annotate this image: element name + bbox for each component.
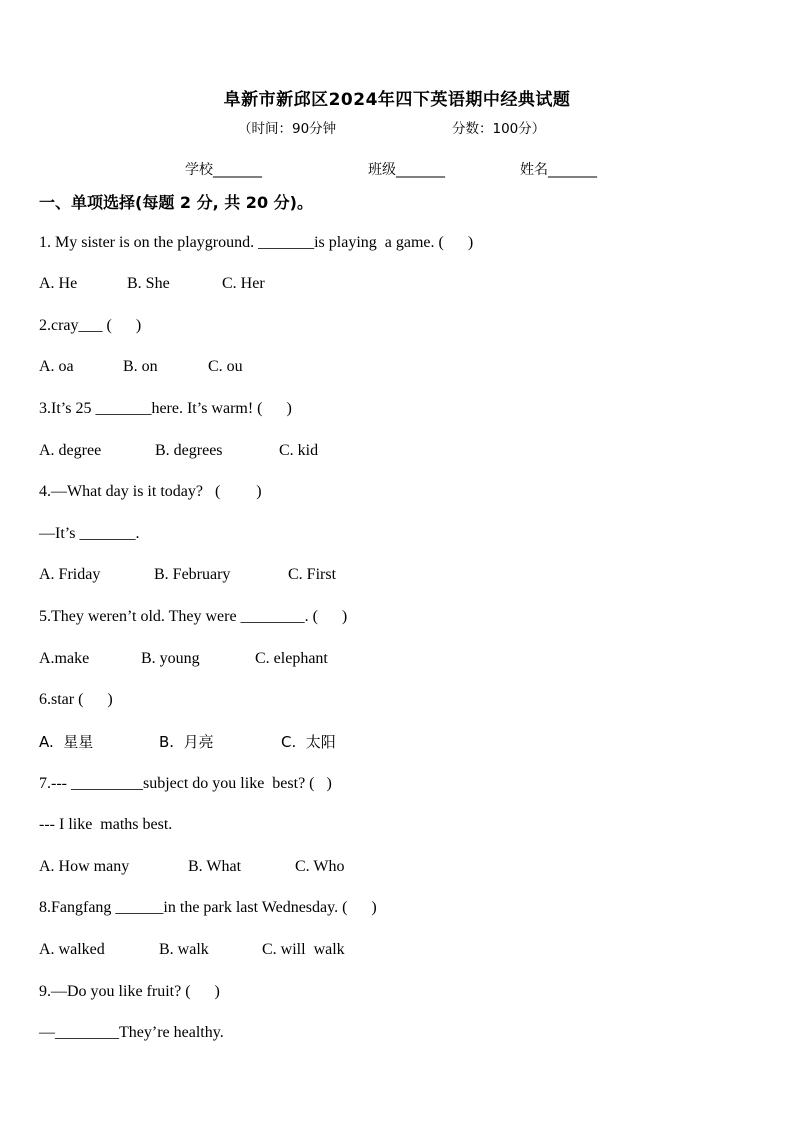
question-5-stem: 5.They weren’t old. They were ________. ( ) [39,608,348,625]
question-6-stem: 6.star ( ) [39,691,113,708]
question-4-option-b: B. February [154,566,231,583]
question-2-option-b: B. on [123,358,158,375]
exam-time: （时间：90分钟 [238,121,337,137]
question-2-option-a: A. oa [39,358,74,375]
question-9-answer-line: —________They’re healthy. [39,1024,224,1041]
question-5-option-c: C. elephant [255,650,328,667]
exam-score: 分数：100分） [452,121,546,137]
question-8-option-b: B. walk [159,941,209,958]
question-6-option-a: A. 星星 [39,733,94,751]
question-2-option-c: C. ou [208,358,243,375]
question-7-option-b: B. What [188,858,242,875]
question-3-option-b: B. degrees [155,442,223,459]
section-heading: 一、单项选择(每题 2 分, 共 20 分)。 [39,193,313,212]
class-field: 班级_______ [368,162,445,178]
question-1-option-a: A. He [39,275,78,292]
question-8-option-a: A. walked [39,941,105,958]
question-7-option-c: C. Who [295,858,345,875]
question-5-option-b: B. young [141,650,200,667]
question-7-stem: 7.--- _________subject do you like best? ( ) [39,775,332,792]
question-2-stem: 2.cray___ ( ) [39,317,142,334]
question-8-stem: 8.Fangfang ______in the park last Wednesday. ( ) [39,899,377,916]
question-5-option-a: A.make [39,650,90,667]
question-7-answer-line: --- I like maths best. [39,816,173,833]
question-4-option-a: A. Friday [39,566,101,583]
question-6-option-b: B. 月亮 [159,733,214,751]
question-3-stem: 3.It’s 25 _______here. It’s warm! ( ) [39,400,292,417]
question-4-stem: 4.—What day is it today? ( ) [39,483,262,500]
question-9-stem: 9.—Do you like fruit? ( ) [39,983,220,1000]
question-6-option-c: C. 太阳 [281,733,336,751]
question-4-option-c: C. First [288,566,337,583]
question-1-option-c: C. Her [222,275,265,292]
question-1-option-b: B. She [127,275,170,292]
question-3-option-c: C. kid [279,442,319,459]
question-3-option-a: A. degree [39,442,102,459]
question-1-stem: 1. My sister is on the playground. _______is playing a game. ( ) [39,234,474,251]
question-4-answer-line: —It’s _______. [39,525,140,542]
school-field: 学校_______ [185,162,262,178]
question-7-option-a: A. How many [39,858,130,875]
question-8-option-c: C. will walk [262,941,345,958]
name-field: 姓名_______ [520,162,597,178]
exam-title: 阜新市新邱区2024年四下英语期中经典试题 [223,90,571,110]
